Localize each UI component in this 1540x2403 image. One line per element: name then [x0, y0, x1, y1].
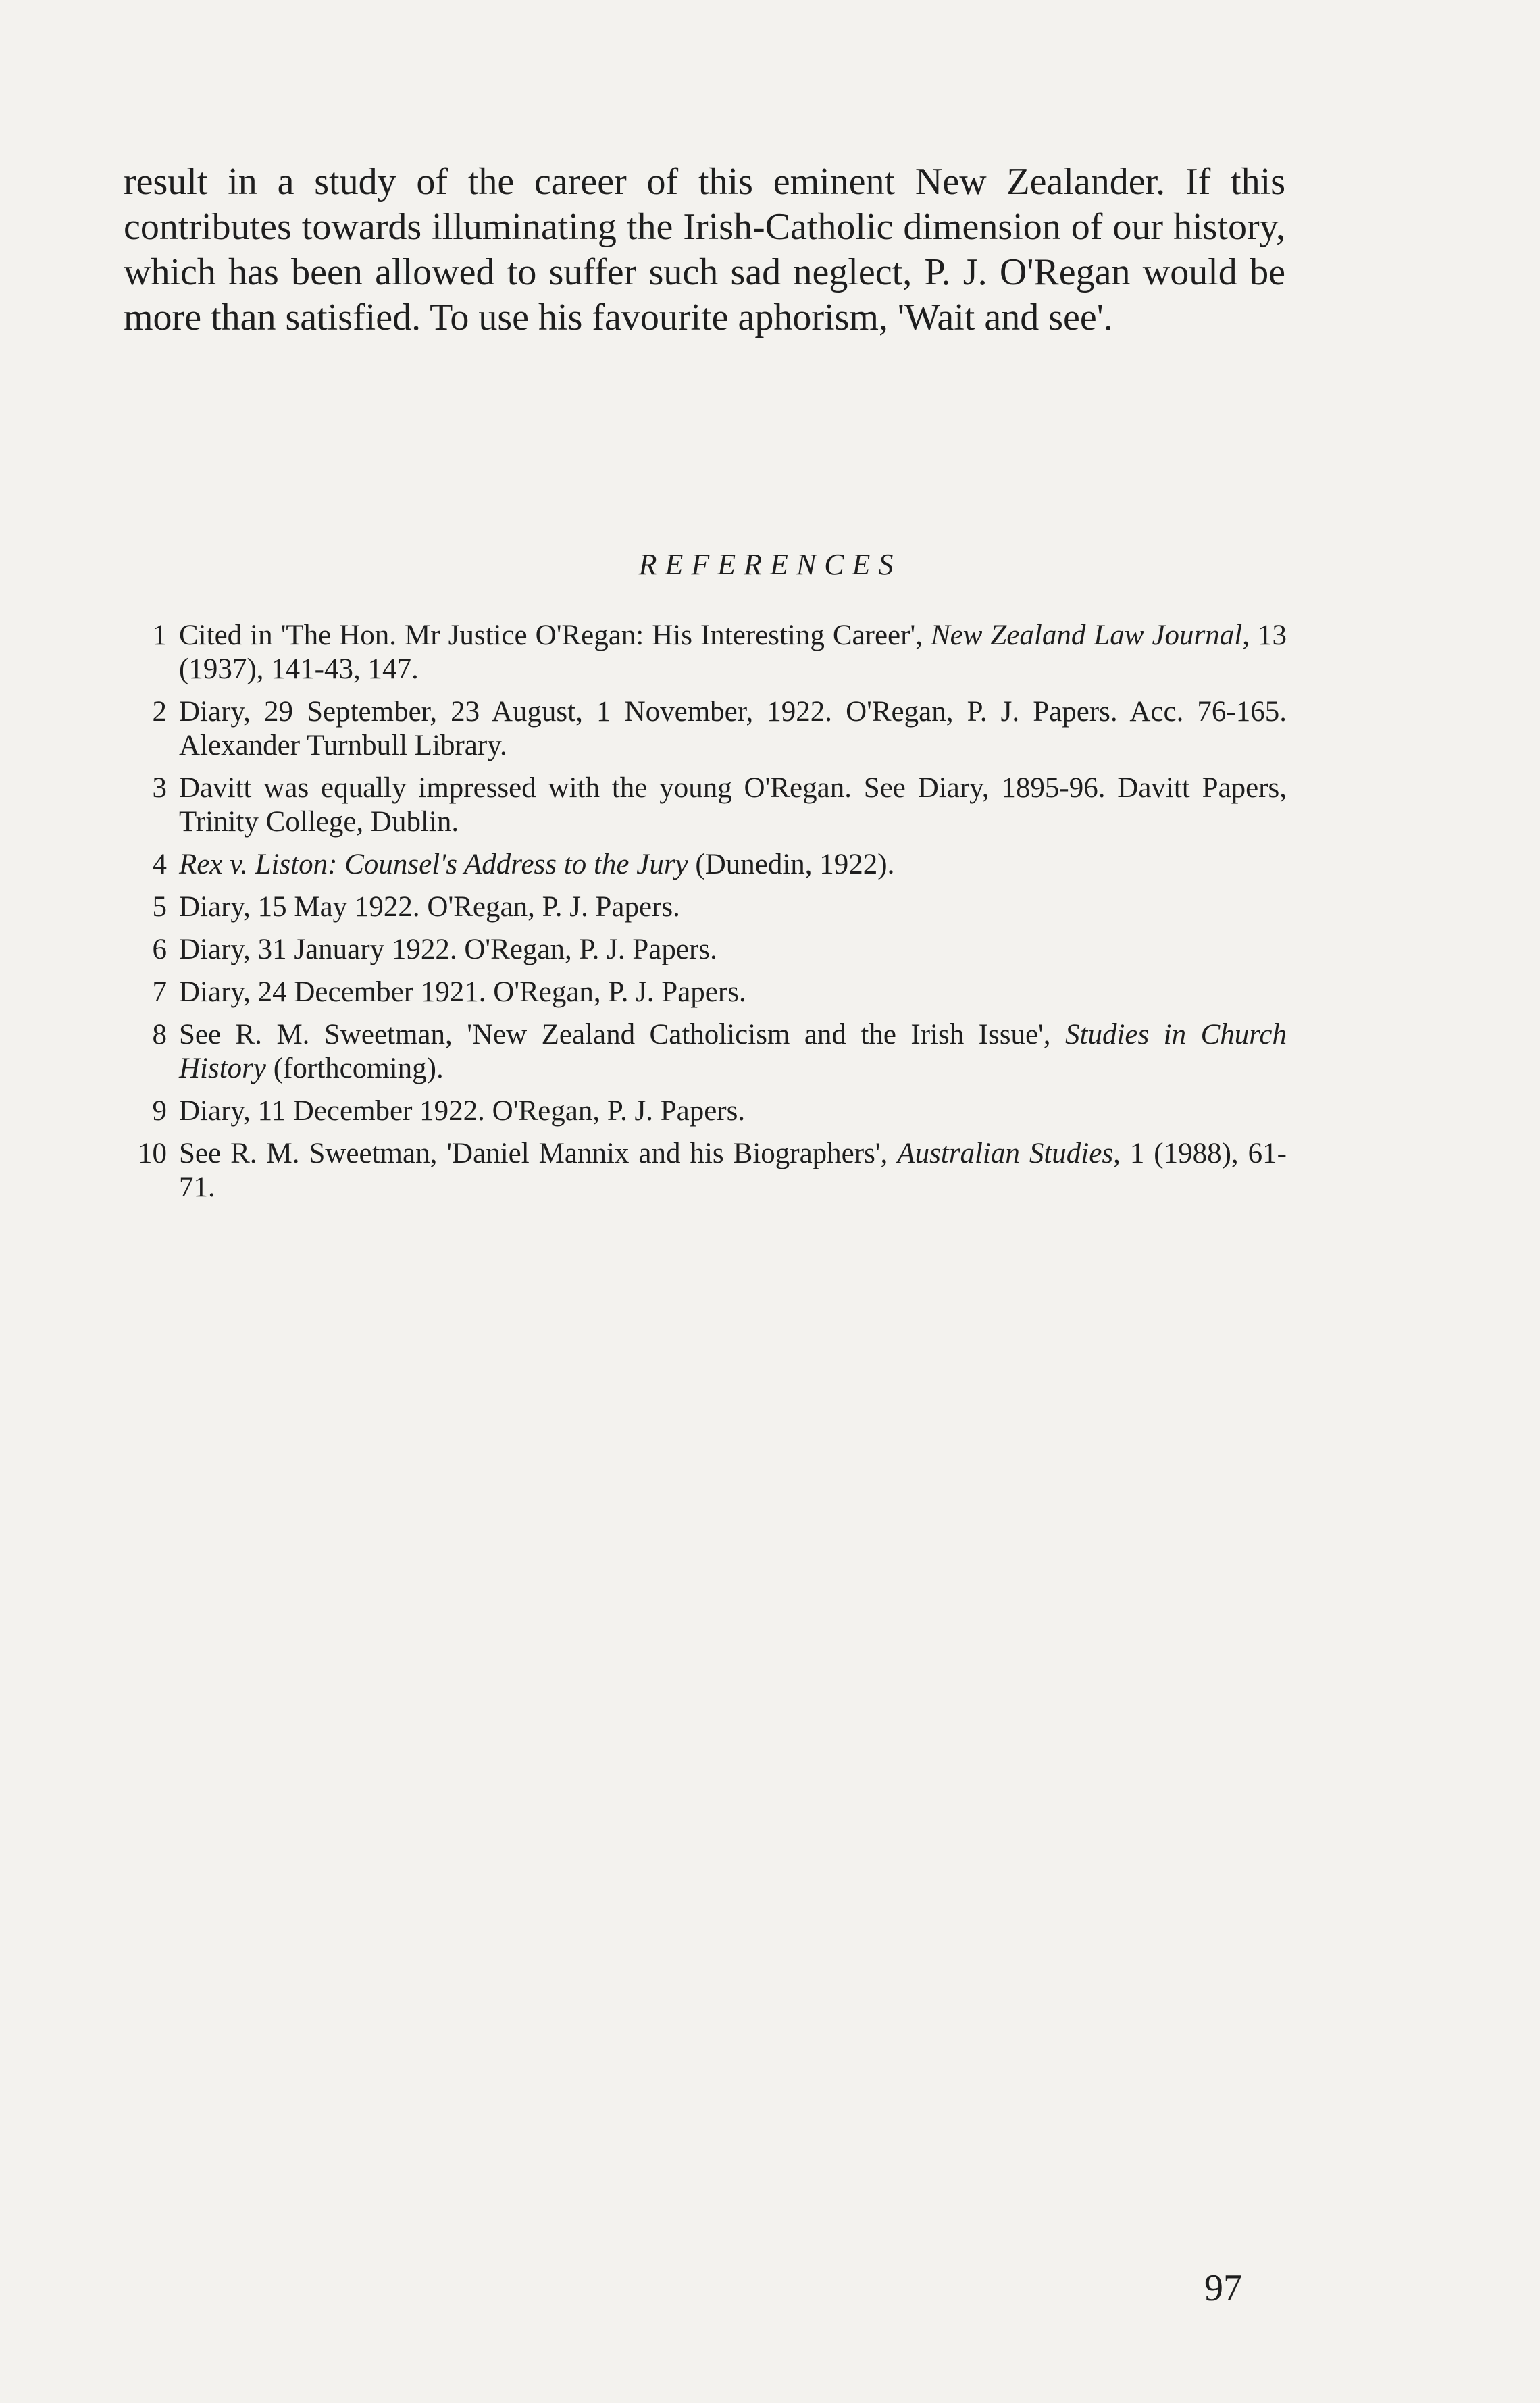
references-heading: REFERENCES	[638, 548, 902, 581]
reference-number: 6	[152, 934, 167, 965]
reference-item	[101, 772, 1287, 839]
reference-item	[101, 890, 1287, 924]
reference-text: Rex v. Liston: Counsel's Address to the Jury (Dunedin, 1922).	[179, 849, 895, 880]
reference-text: Cited in 'The Hon. Mr Justice O'Regan: His Interesting Career', New Zealand Law Journal, 13 (1937), 141-43, 147.	[179, 619, 1287, 685]
intro-paragraph: result in a study of the career of this eminent New Zealander. If this contributes towards illuminating the Irish-Catholic dimension of our history, which has been allowed to suffer such sad neglect, P. J. O'Regan would be more than satisfied. To use his favourite aphorism, 'Wait and see'.	[124, 161, 1285, 338]
reference-text: Diary, 29 September, 23 August, 1 November, 1922. O'Regan, P. J. Papers. Acc. 76-165. Alexander Turnbull Library.	[179, 696, 1287, 761]
page-number: 97	[1204, 2267, 1242, 2309]
reference-number: 5	[152, 891, 167, 923]
references-list	[101, 619, 1287, 1213]
reference-text: See R. M. Sweetman, 'New Zealand Catholicism and the Irish Issue', Studies in Church History (forthcoming).	[179, 1019, 1287, 1084]
reference-number: 7	[152, 976, 167, 1008]
reference-item	[101, 619, 1287, 686]
reference-item	[101, 976, 1287, 1009]
reference-item	[101, 1137, 1287, 1205]
reference-text: See R. M. Sweetman, 'Daniel Mannix and his Biographers', Australian Studies, 1 (1988), 61-71.	[179, 1138, 1287, 1203]
reference-number: 4	[152, 849, 167, 880]
reference-item	[101, 933, 1287, 967]
reference-text: Diary, 11 December 1922. O'Regan, P. J. Papers.	[179, 1095, 746, 1127]
reference-number: 3	[152, 772, 167, 804]
reference-text: Diary, 15 May 1922. O'Regan, P. J. Papers.	[179, 891, 680, 923]
reference-item	[101, 1094, 1287, 1128]
reference-item	[101, 1018, 1287, 1086]
reference-item	[101, 848, 1287, 882]
reference-number: 8	[152, 1019, 167, 1051]
reference-number: 10	[138, 1138, 167, 1169]
reference-text: Davitt was equally impressed with the young O'Regan. See Diary, 1895-96. Davitt Papers, Trinity College, Dublin.	[179, 772, 1287, 838]
reference-item	[101, 695, 1287, 763]
reference-number: 9	[152, 1095, 167, 1127]
reference-text: Diary, 31 January 1922. O'Regan, P. J. Papers.	[179, 934, 717, 965]
reference-number: 2	[152, 696, 167, 728]
reference-number: 1	[152, 619, 167, 651]
reference-text: Diary, 24 December 1921. O'Regan, P. J. Papers.	[179, 976, 746, 1008]
